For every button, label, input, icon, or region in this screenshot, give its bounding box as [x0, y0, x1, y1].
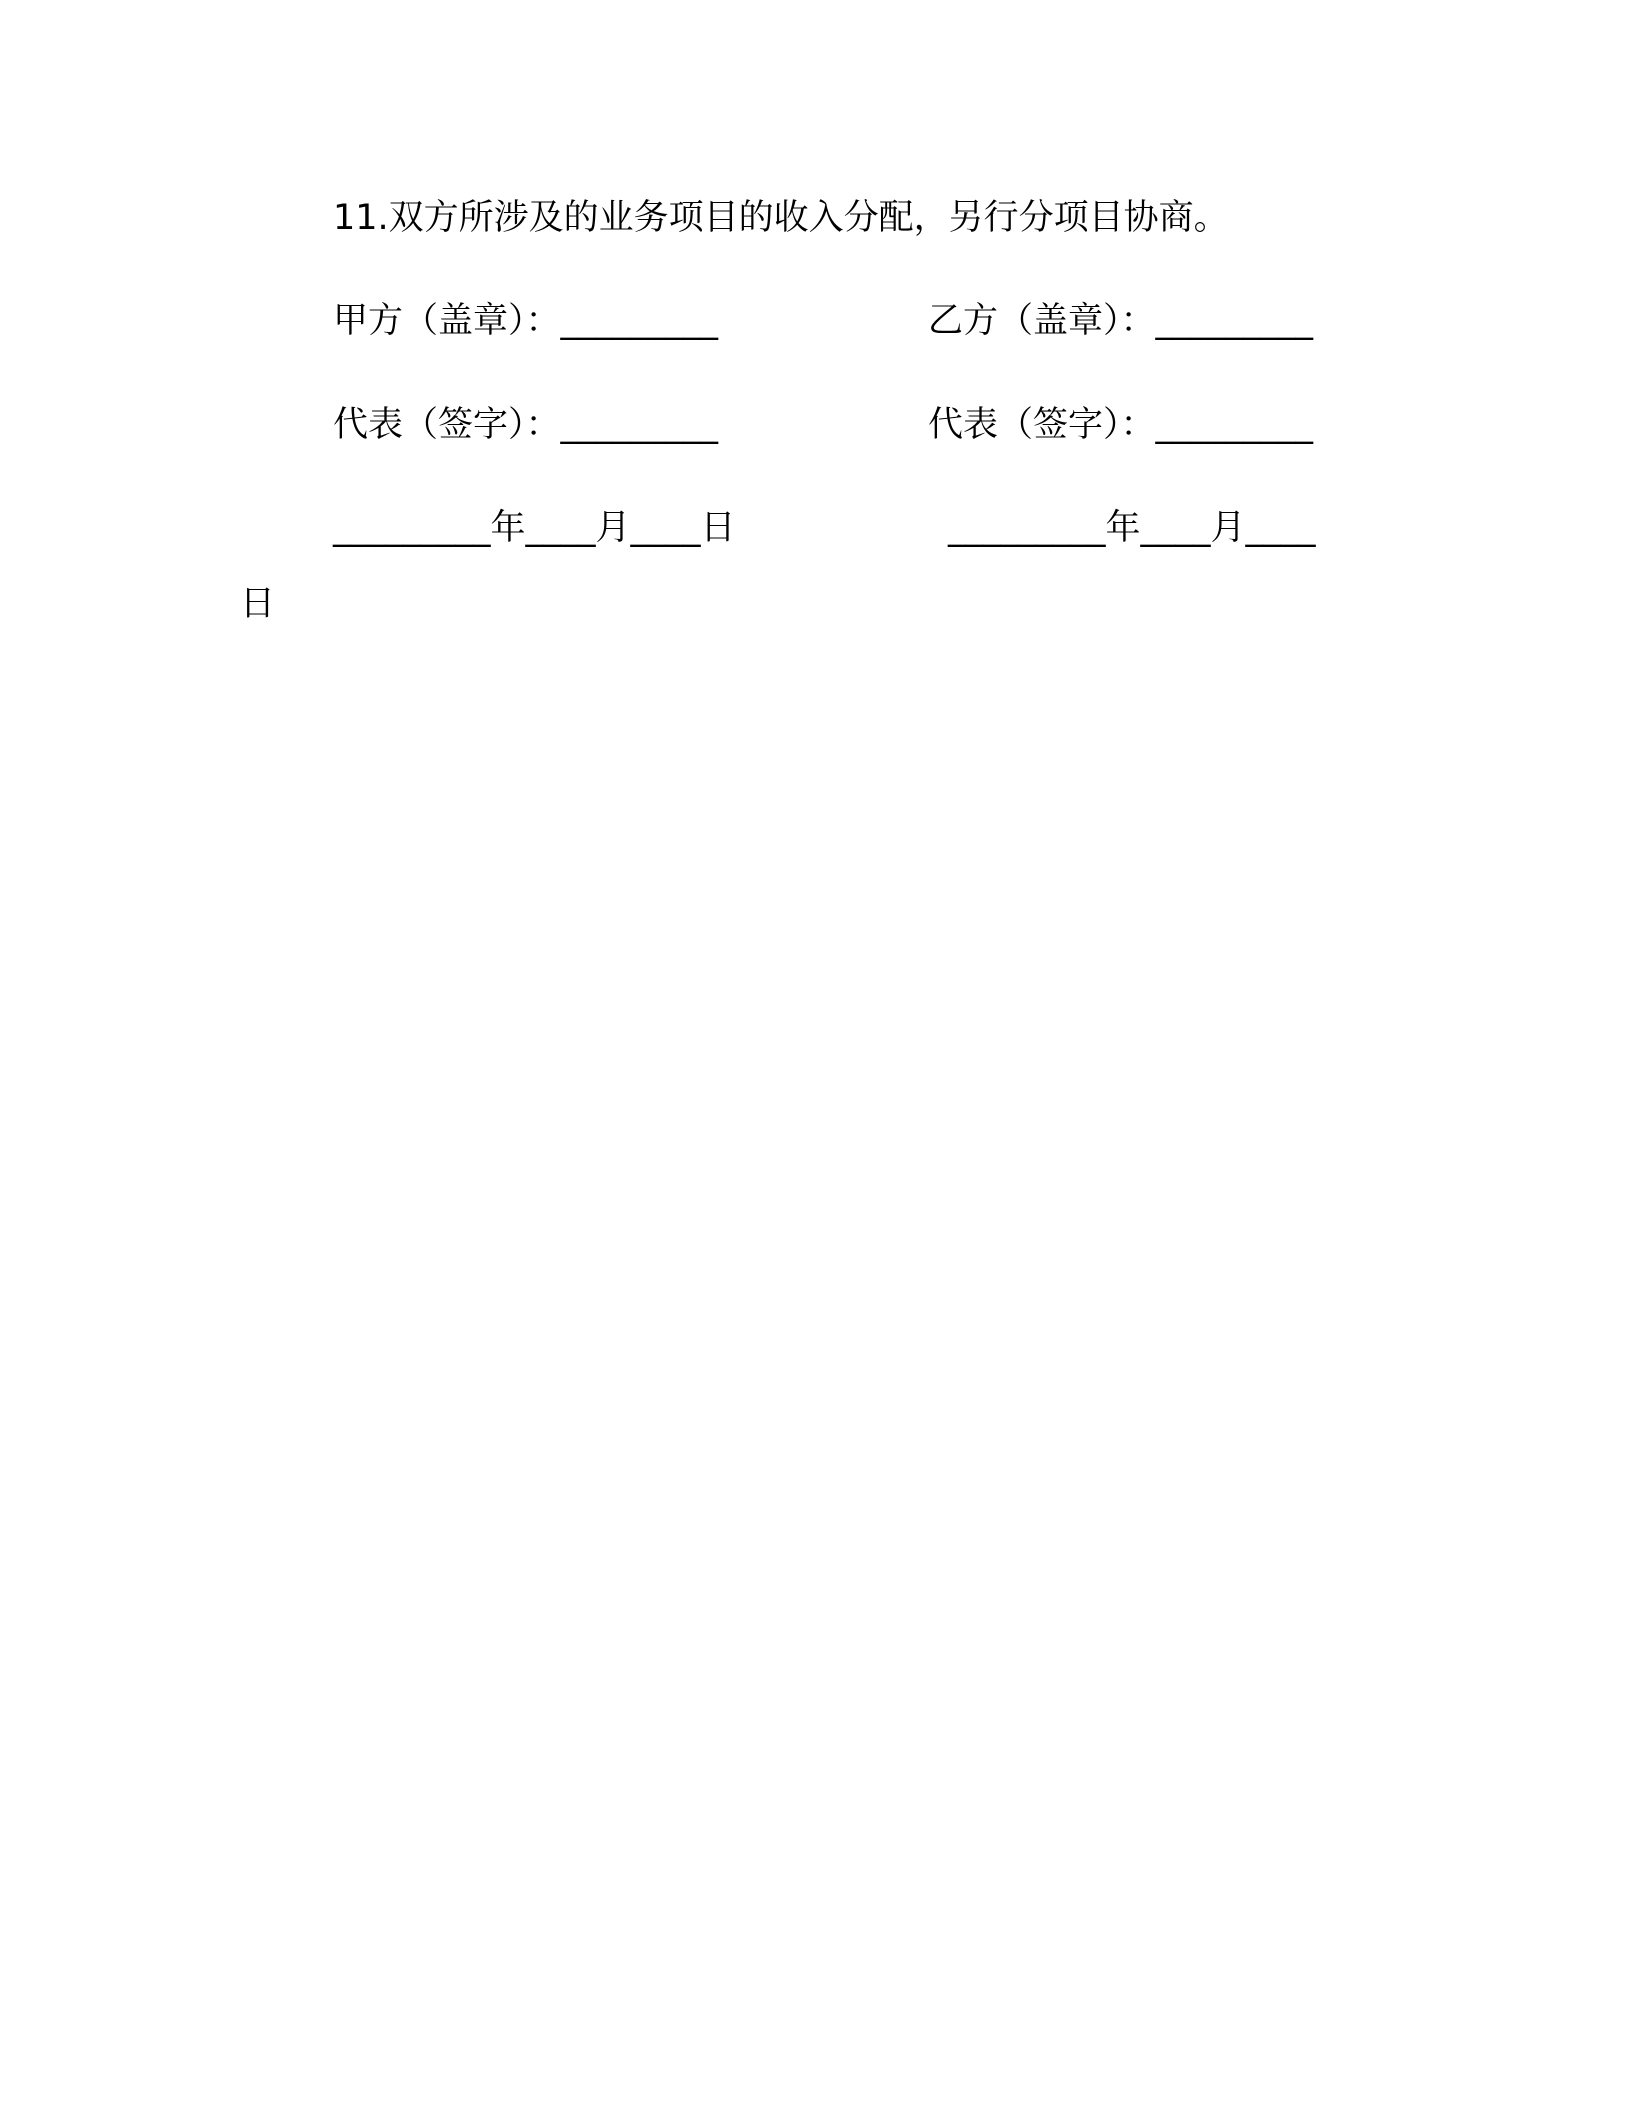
party-a-seal-line: 甲方（盖章）：_________	[333, 301, 719, 341]
party-b-seal-line: 乙方（盖章）：_________	[928, 301, 1314, 341]
party-a-representative-line: 代表（签字）：_________	[333, 405, 719, 445]
clause-11-text: 11.双方所涉及的业务项目的收入分配，另行分项目协商。	[333, 198, 1229, 238]
party-b-date-line: _________年____月____	[948, 508, 1316, 548]
party-b-date-wrap: 日	[240, 584, 276, 624]
party-a-date-line: _________年____月____日	[333, 508, 736, 548]
party-b-representative-line: 代表（签字）：_________	[928, 405, 1314, 445]
